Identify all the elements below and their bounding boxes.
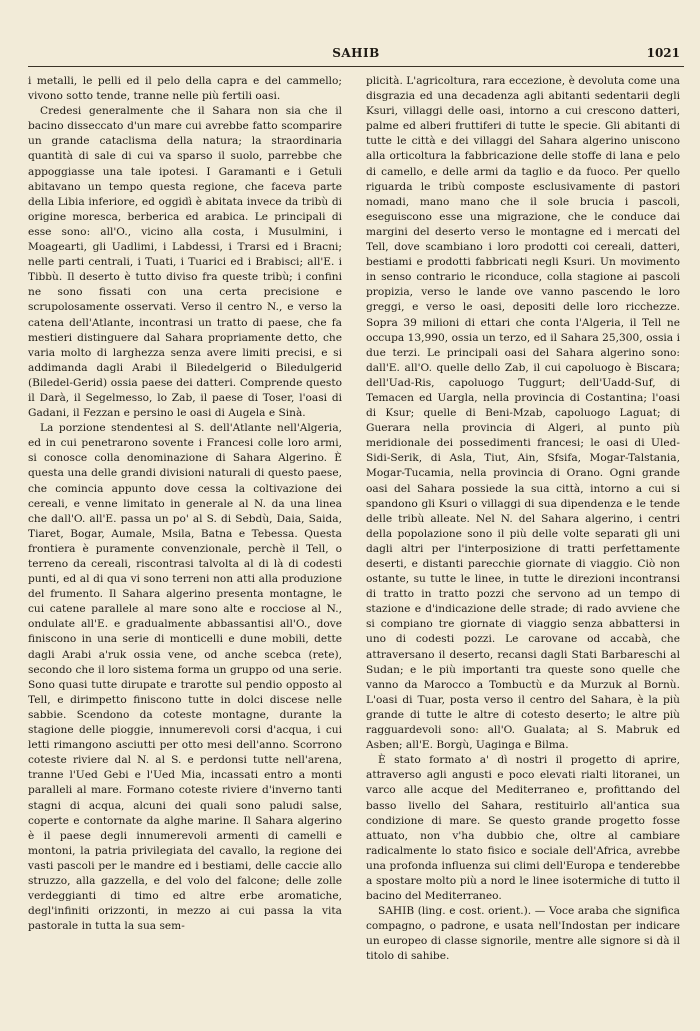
header-rule [28,66,684,67]
paragraph: i metalli, le pelli ed il pelo della capra e del cammello; vivono sotto tende, tranne nelle più fertili oasi. [28,75,342,103]
right-column [366,74,680,965]
left-column [28,74,342,934]
page-number: 1021 [646,46,680,60]
paragraph: La porzione stendentesi al S. dell'Atlante nell'Algeria, ed in cui penetrarono sovente i Francesi colle loro armi, si conosce colla denominazione di Sahara Algerino. È questa una delle grandi divisioni naturali di questo paese, che comincia appunto dove cessa la coltivazione dei cereali, e venne limitato in generale al N. da una linea che dall'O. all'E. passa un po' al S. di Sebdù, Daia, Saida, Tiaret, Bogar, Aumale, Msila, Batna e Tebessa. Questa frontiera è puramente convenzionale, perchè il Tell, o terreno da cereali, riscontrasi talvolta al di là di codesti punti, ed al di qua vi sono terreni non atti alla produzione del frumento. Il Sahara algerino presenta montagne, le cui catene parallele al mare sono alte e rocciose al N., ondulate all'E. e gradualmente abbassantisi all'O., dove finiscono in una serie di monticelli e dune mobili, dette dagli Arabi a'ruk ossia vene, od anche scebca (rete), secondo che il loro sistema forma un gruppo od una serie. Sono quasi tutte dirupate e trarotte sul pendio opposto al Tell, e dirimpetto finiscono tutte in dolci discese nelle sabbie. Scendono da coteste montagne, durante la stagione delle pioggie, innumerevoli corsi d'acqua, i cui letti rimangono asciutti per otto mesi dell'anno. Scorrono coteste riviere dal N. al S. e perdonsi tutte nell'arena, tranne l'Ued Gebi e l'Ued Mia, incassati entro a monti paralleli al mare. Formano coteste riviere d'inverno tanti stagni di acqua, alcuni dei quali sono paludi salse, coperte e contornate da alghe marine. Il Sahara algerino è il paese degli innumerevoli armenti di camelli e montoni, la patria privilegiata del cavallo, la regione dei vasti pascoli per le mandre ed i bestiami, delle caccie allo struzzo, alla gazzella, e del volo del falcone; delle zolle verdeggianti di timo ed altre erbe aromatiche, degl'infiniti orizzonti, in mezzo ai cui passa la vita pastorale in tutta la sua sem- [28,422,342,933]
paragraph: È stato formato a' dì nostri il progetto di aprire, attraverso agli angusti e poco elevati rialti litoranei, un varco alle acque del Mediterraneo e, profittando del basso livello del Sahara, restituirlo all'antica sua condizione di mare. Se questo grande progetto fosse attuato, non v'ha dubbio che, oltre al cambiare radicalmente lo stato fisico e sociale dell'Africa, avrebbe una profonda influenza sui climi dell'Europa e tenderebbe a spostare molto più a nord le linee isotermiche di tutto il bacino del Mediterraneo. [366,754,680,903]
paragraph: Credesi generalmente che il Sahara non sia che il bacino disseccato d'un mare cui avrebbe fatto scomparire un grande cataclisma della natura; la straordinaria quantità di sale di cui va sparso il suolo, parrebbe che appoggiasse una tale ipotesi. I Garamanti e i Getuli abitavano un tempo questa regione, che faceva parte della Libia inferiore, ed oggidì è abitata invece da tribù di origine moresca, berberica ed arabica. Le principali di esse sono: all'O., vicino alla costa, i Musulmini, i Moagearti, gli Uadlimi, i Labdessi, i Trarsi ed i Bracni; nelle parti centrali, i Tuati, i Tuarici ed i Brabisci; all'E. i Tibbù. Il deserto è tutto diviso fra queste tribù; i confini ne sono fissati con una certa precisione e scrupolosamente osservati. Verso il centro N., e verso la catena dell'Atlante, incontrasi un tratto di paese, che fa mestieri distinguere dal Sahara propriamente detto, che varia molto di larghezza senza avere limiti precisi, e si addimanda dagli Arabi il Biledelgerid o Biledulgerid (Biledel-Gerid) ossia paese dei datteri. Comprende questo il Darà, il Segelmesso, lo Zab, il paese di Toser, l'oasi di Gadani, il Fezzan e persino le oasi di Augela e Sinà. [28,105,342,420]
paragraph: SAHIB (ling. e cost. orient.). — Voce araba che significa compagno, o padrone, e usata nell'Indostan per indicare un europeo di classe signorile, mentre alle signore si dà il titolo di sahibe. [366,905,680,963]
paragraph: plicità. L'agricoltura, rara eccezione, è devoluta come una disgrazia ed una decadenza agli abitanti sedentarii degli Ksuri, villaggi delle oasi, intorno a cui crescono datteri, palme ed alberi fruttiferi di tutte le specie. Gli abitanti di tutte le città e dei villaggi del Sahara algerino uniscono alla orticoltura la fabbricazione delle stoffe di lana e pelo di camello, e delle armi da taglio e da fuoco. Per quello riguarda le tribù composte esclusivamente di pastori nomadi, mano mano che il sole brucia i pascoli, eseguiscono esse una migrazione, che le conduce dai margini del deserto verso le montagne ed i mercati del Tell, dove scambiano i loro prodotti coi cereali, datteri, bestiami e prodotti fabbricati negli Ksuri. Un movimento in senso contrario le riconduce, colla stagione ai pascoli propizia, verso le lande ove vanno pascendo le loro greggi, e verso le oasi, depositi delle loro ricchezze. Sopra 39 milioni di ettari che conta l'Algeria, il Tell ne occupa 13,990, ossia un terzo, ed il Sahara 25,300, ossia i due terzi. Le principali oasi del Sahara algerino sono: dall'E. all'O. quelle dello Zab, il cui capoluogo è Biscara; dell'Uad-Ris, capoluogo Tuggurt; dell'Uadd-Suf, di Temacen ed Uargla, nella provincia di Costantina; l'oasi di Ksur; quelle di Beni-Mzab, capoluogo Laguat; di Guerara nella provincia di Algeri, al punto più meridionale dei possedimenti francesi; le oasi di Uled-Sidi-Serik, di Asla, Tiut, Ain, Sfsifa, Mogar-Talstania, Mogar-Tucamia, nella provincia di Orano. Ogni grande oasi del Sahara possiede la sua città, intorno a cui si spandono gli Ksuri o villaggi di sua dipendenza e le tende delle tribù alleate. Nel N. del Sahara algerino, i centri della popolazione sono il più delle volte separati gli uni dagli altri per l'interposizione di tratti perfettamente deserti, e distanti parecchie giornate di viaggio. Ciò non ostante, su tutte le linee, in tutte le direzioni incontransi di tratto in tratto pozzi che servono ad un tempo di stazione e d'indicazione delle strade; di rado avviene che si compiano tre giornate di viaggio senza abbattersi in uno di codesti pozzi. Le carovane od accabà, che attraversano il deserto, recansi dagli Stati Barbareschi al Sudan; e le più importanti tra queste sono quelle che vanno da Marocco a Tombuctù e da Murzuk al Bornù. L'oasi di Tuar, posta verso il centro del Sahara, è la più grande di tutte le altre di cotesto deserto; le altre più ragguardevoli sono: all'O. Gualata; al S. Mabruk ed Asben; all'E. Borgù, Uaginga e Bilma. [366,75,680,752]
running-title: SAHIB [332,46,380,60]
page-header [28,46,684,64]
